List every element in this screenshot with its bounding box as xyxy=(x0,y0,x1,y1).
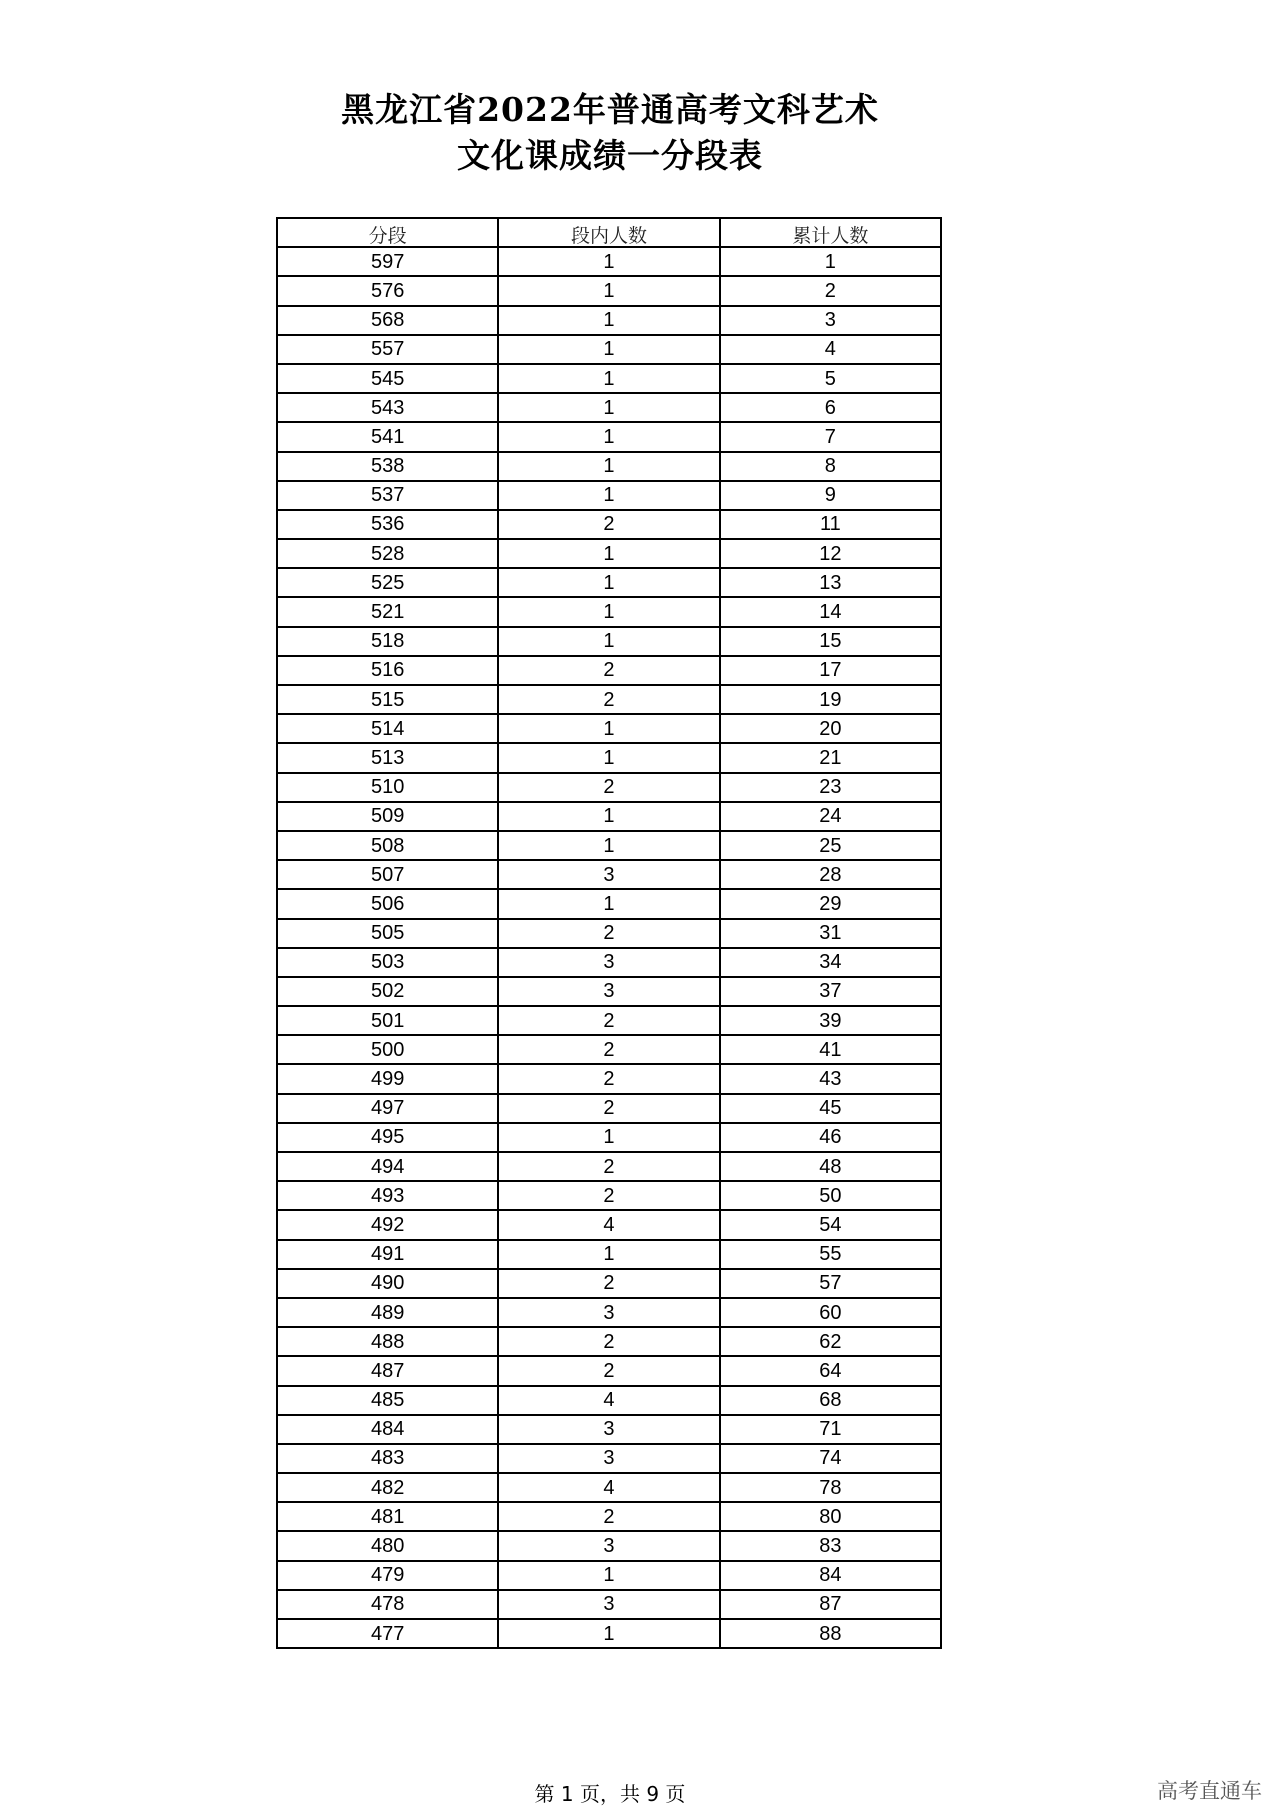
table-row xyxy=(277,1473,941,1502)
table-row xyxy=(277,1356,941,1385)
table-row xyxy=(277,948,941,977)
cumulative-count-cell: 7 xyxy=(720,422,941,451)
segment-count-cell: 2 xyxy=(498,656,719,685)
cumulative-count-cell: 21 xyxy=(720,743,941,772)
score-cell: 506 xyxy=(277,889,498,918)
segment-count-cell: 3 xyxy=(498,1444,719,1473)
score-cell: 481 xyxy=(277,1502,498,1531)
page-number: 第 1 页，共 9 页 xyxy=(534,1782,686,1806)
segment-count-cell: 2 xyxy=(498,919,719,948)
cumulative-count-cell: 20 xyxy=(720,714,941,743)
header-count-in-segment: 段内人数 xyxy=(498,218,719,247)
score-cell: 491 xyxy=(277,1240,498,1269)
score-distribution-table xyxy=(276,217,942,1649)
segment-count-cell: 3 xyxy=(498,1531,719,1560)
score-cell: 541 xyxy=(277,422,498,451)
cumulative-count-cell: 28 xyxy=(720,860,941,889)
segment-count-cell: 1 xyxy=(498,452,719,481)
cumulative-count-cell: 50 xyxy=(720,1181,941,1210)
cumulative-count-cell: 4 xyxy=(720,335,941,364)
table-row xyxy=(277,1298,941,1327)
cumulative-count-cell: 1 xyxy=(720,247,941,276)
score-cell: 484 xyxy=(277,1415,498,1444)
cumulative-count-cell: 12 xyxy=(720,539,941,568)
segment-count-cell: 3 xyxy=(498,1298,719,1327)
score-cell: 508 xyxy=(277,831,498,860)
table-row xyxy=(277,1590,941,1619)
table-row xyxy=(277,1210,941,1239)
table-row xyxy=(277,422,941,451)
score-cell: 538 xyxy=(277,452,498,481)
table-row xyxy=(277,452,941,481)
score-cell: 502 xyxy=(277,977,498,1006)
score-cell: 518 xyxy=(277,627,498,656)
segment-count-cell: 1 xyxy=(498,568,719,597)
cumulative-count-cell: 62 xyxy=(720,1327,941,1356)
table-row xyxy=(277,335,941,364)
cumulative-count-cell: 37 xyxy=(720,977,941,1006)
score-cell: 488 xyxy=(277,1327,498,1356)
table-row xyxy=(277,1181,941,1210)
score-cell: 487 xyxy=(277,1356,498,1385)
cumulative-count-cell: 88 xyxy=(720,1619,941,1648)
score-cell: 500 xyxy=(277,1035,498,1064)
cumulative-count-cell: 17 xyxy=(720,656,941,685)
segment-count-cell: 2 xyxy=(498,773,719,802)
segment-count-cell: 1 xyxy=(498,1240,719,1269)
segment-count-cell: 3 xyxy=(498,977,719,1006)
table-row xyxy=(277,977,941,1006)
score-cell: 495 xyxy=(277,1123,498,1152)
table-row xyxy=(277,773,941,802)
segment-count-cell: 1 xyxy=(498,364,719,393)
cumulative-count-cell: 46 xyxy=(720,1123,941,1152)
score-cell: 597 xyxy=(277,247,498,276)
cumulative-count-cell: 43 xyxy=(720,1064,941,1093)
score-cell: 482 xyxy=(277,1473,498,1502)
cumulative-count-cell: 84 xyxy=(720,1561,941,1590)
table-row xyxy=(277,276,941,305)
score-cell: 513 xyxy=(277,743,498,772)
table-row xyxy=(277,802,941,831)
segment-count-cell: 1 xyxy=(498,276,719,305)
cumulative-count-cell: 39 xyxy=(720,1006,941,1035)
score-cell: 543 xyxy=(277,393,498,422)
segment-count-cell: 1 xyxy=(498,422,719,451)
cumulative-count-cell: 8 xyxy=(720,452,941,481)
cumulative-count-cell: 54 xyxy=(720,1210,941,1239)
score-cell: 493 xyxy=(277,1181,498,1210)
score-cell: 483 xyxy=(277,1444,498,1473)
table-row xyxy=(277,1531,941,1560)
table-row xyxy=(277,1035,941,1064)
segment-count-cell: 2 xyxy=(498,1327,719,1356)
cumulative-count-cell: 25 xyxy=(720,831,941,860)
segment-count-cell: 2 xyxy=(498,1035,719,1064)
cumulative-count-cell: 13 xyxy=(720,568,941,597)
table-row xyxy=(277,714,941,743)
cumulative-count-cell: 57 xyxy=(720,1269,941,1298)
score-cell: 514 xyxy=(277,714,498,743)
cumulative-count-cell: 24 xyxy=(720,802,941,831)
segment-count-cell: 1 xyxy=(498,743,719,772)
table-row xyxy=(277,1561,941,1590)
cumulative-count-cell: 48 xyxy=(720,1152,941,1181)
score-cell: 528 xyxy=(277,539,498,568)
table-row xyxy=(277,539,941,568)
table-row xyxy=(277,1094,941,1123)
score-cell: 516 xyxy=(277,656,498,685)
cumulative-count-cell: 64 xyxy=(720,1356,941,1385)
page-title-line2: 文化课成绩一分段表 xyxy=(457,136,763,175)
segment-count-cell: 2 xyxy=(498,510,719,539)
cumulative-count-cell: 78 xyxy=(720,1473,941,1502)
score-cell: 501 xyxy=(277,1006,498,1035)
cumulative-count-cell: 5 xyxy=(720,364,941,393)
score-cell: 537 xyxy=(277,481,498,510)
table-row xyxy=(277,1415,941,1444)
table-row xyxy=(277,393,941,422)
segment-count-cell: 2 xyxy=(498,1006,719,1035)
score-cell: 485 xyxy=(277,1386,498,1415)
cumulative-count-cell: 87 xyxy=(720,1590,941,1619)
score-cell: 505 xyxy=(277,919,498,948)
table-row xyxy=(277,1502,941,1531)
table-row xyxy=(277,247,941,276)
table-row xyxy=(277,1240,941,1269)
score-cell: 576 xyxy=(277,276,498,305)
cumulative-count-cell: 55 xyxy=(720,1240,941,1269)
cumulative-count-cell: 14 xyxy=(720,597,941,626)
table-row xyxy=(277,1123,941,1152)
table-row xyxy=(277,481,941,510)
segment-count-cell: 1 xyxy=(498,1561,719,1590)
score-cell: 480 xyxy=(277,1531,498,1560)
score-cell: 525 xyxy=(277,568,498,597)
table-row xyxy=(277,568,941,597)
score-cell: 494 xyxy=(277,1152,498,1181)
score-cell: 557 xyxy=(277,335,498,364)
table-row xyxy=(277,656,941,685)
score-cell: 497 xyxy=(277,1094,498,1123)
segment-count-cell: 2 xyxy=(498,1064,719,1093)
segment-count-cell: 2 xyxy=(498,685,719,714)
cumulative-count-cell: 31 xyxy=(720,919,941,948)
table-row xyxy=(277,510,941,539)
watermark-text: 高考直通车 xyxy=(1157,1779,1262,1803)
score-cell: 536 xyxy=(277,510,498,539)
cumulative-count-cell: 71 xyxy=(720,1415,941,1444)
segment-count-cell: 4 xyxy=(498,1210,719,1239)
cumulative-count-cell: 68 xyxy=(720,1386,941,1415)
segment-count-cell: 1 xyxy=(498,306,719,335)
segment-count-cell: 2 xyxy=(498,1094,719,1123)
table-row xyxy=(277,860,941,889)
table-row xyxy=(277,1386,941,1415)
cumulative-count-cell: 6 xyxy=(720,393,941,422)
score-cell: 489 xyxy=(277,1298,498,1327)
cumulative-count-cell: 45 xyxy=(720,1094,941,1123)
table-row xyxy=(277,743,941,772)
segment-count-cell: 4 xyxy=(498,1386,719,1415)
cumulative-count-cell: 3 xyxy=(720,306,941,335)
segment-count-cell: 1 xyxy=(498,393,719,422)
cumulative-count-cell: 83 xyxy=(720,1531,941,1560)
table-row xyxy=(277,306,941,335)
segment-count-cell: 3 xyxy=(498,1590,719,1619)
segment-count-cell: 1 xyxy=(498,1123,719,1152)
cumulative-count-cell: 23 xyxy=(720,773,941,802)
cumulative-count-cell: 19 xyxy=(720,685,941,714)
score-cell: 499 xyxy=(277,1064,498,1093)
cumulative-count-cell: 9 xyxy=(720,481,941,510)
cumulative-count-cell: 34 xyxy=(720,948,941,977)
cumulative-count-cell: 60 xyxy=(720,1298,941,1327)
score-cell: 545 xyxy=(277,364,498,393)
table-row xyxy=(277,831,941,860)
score-cell: 509 xyxy=(277,802,498,831)
score-cell: 510 xyxy=(277,773,498,802)
cumulative-count-cell: 80 xyxy=(720,1502,941,1531)
table-body xyxy=(277,247,941,1648)
segment-count-cell: 3 xyxy=(498,1415,719,1444)
table-row xyxy=(277,889,941,918)
cumulative-count-cell: 41 xyxy=(720,1035,941,1064)
table-row xyxy=(277,627,941,656)
score-cell: 479 xyxy=(277,1561,498,1590)
segment-count-cell: 3 xyxy=(498,860,719,889)
cumulative-count-cell: 11 xyxy=(720,510,941,539)
table-row xyxy=(277,685,941,714)
segment-count-cell: 1 xyxy=(498,889,719,918)
table-row xyxy=(277,1444,941,1473)
page-title-line1: 黑龙江省2022年普通高考文科艺术 xyxy=(341,90,879,129)
score-cell: 507 xyxy=(277,860,498,889)
score-cell: 503 xyxy=(277,948,498,977)
segment-count-cell: 1 xyxy=(498,539,719,568)
segment-count-cell: 1 xyxy=(498,481,719,510)
score-cell: 478 xyxy=(277,1590,498,1619)
table-row xyxy=(277,1152,941,1181)
table-row xyxy=(277,1064,941,1093)
score-cell: 492 xyxy=(277,1210,498,1239)
score-cell: 490 xyxy=(277,1269,498,1298)
segment-count-cell: 1 xyxy=(498,1619,719,1648)
segment-count-cell: 1 xyxy=(498,335,719,364)
score-cell: 568 xyxy=(277,306,498,335)
segment-count-cell: 1 xyxy=(498,247,719,276)
cumulative-count-cell: 29 xyxy=(720,889,941,918)
cumulative-count-cell: 15 xyxy=(720,627,941,656)
header-score: 分段 xyxy=(277,218,498,247)
segment-count-cell: 4 xyxy=(498,1473,719,1502)
table-header-row xyxy=(277,218,941,247)
cumulative-count-cell: 74 xyxy=(720,1444,941,1473)
segment-count-cell: 1 xyxy=(498,714,719,743)
table-row xyxy=(277,1327,941,1356)
table-row xyxy=(277,1006,941,1035)
segment-count-cell: 3 xyxy=(498,948,719,977)
segment-count-cell: 1 xyxy=(498,831,719,860)
segment-count-cell: 1 xyxy=(498,802,719,831)
segment-count-cell: 1 xyxy=(498,597,719,626)
segment-count-cell: 2 xyxy=(498,1269,719,1298)
segment-count-cell: 1 xyxy=(498,627,719,656)
segment-count-cell: 2 xyxy=(498,1181,719,1210)
segment-count-cell: 2 xyxy=(498,1502,719,1531)
table-row xyxy=(277,364,941,393)
segment-count-cell: 2 xyxy=(498,1356,719,1385)
table-row xyxy=(277,919,941,948)
header-cumulative-count: 累计人数 xyxy=(720,218,941,247)
cumulative-count-cell: 2 xyxy=(720,276,941,305)
score-cell: 521 xyxy=(277,597,498,626)
table-row xyxy=(277,597,941,626)
table-row xyxy=(277,1619,941,1648)
score-cell: 515 xyxy=(277,685,498,714)
table-row xyxy=(277,1269,941,1298)
segment-count-cell: 2 xyxy=(498,1152,719,1181)
score-cell: 477 xyxy=(277,1619,498,1648)
